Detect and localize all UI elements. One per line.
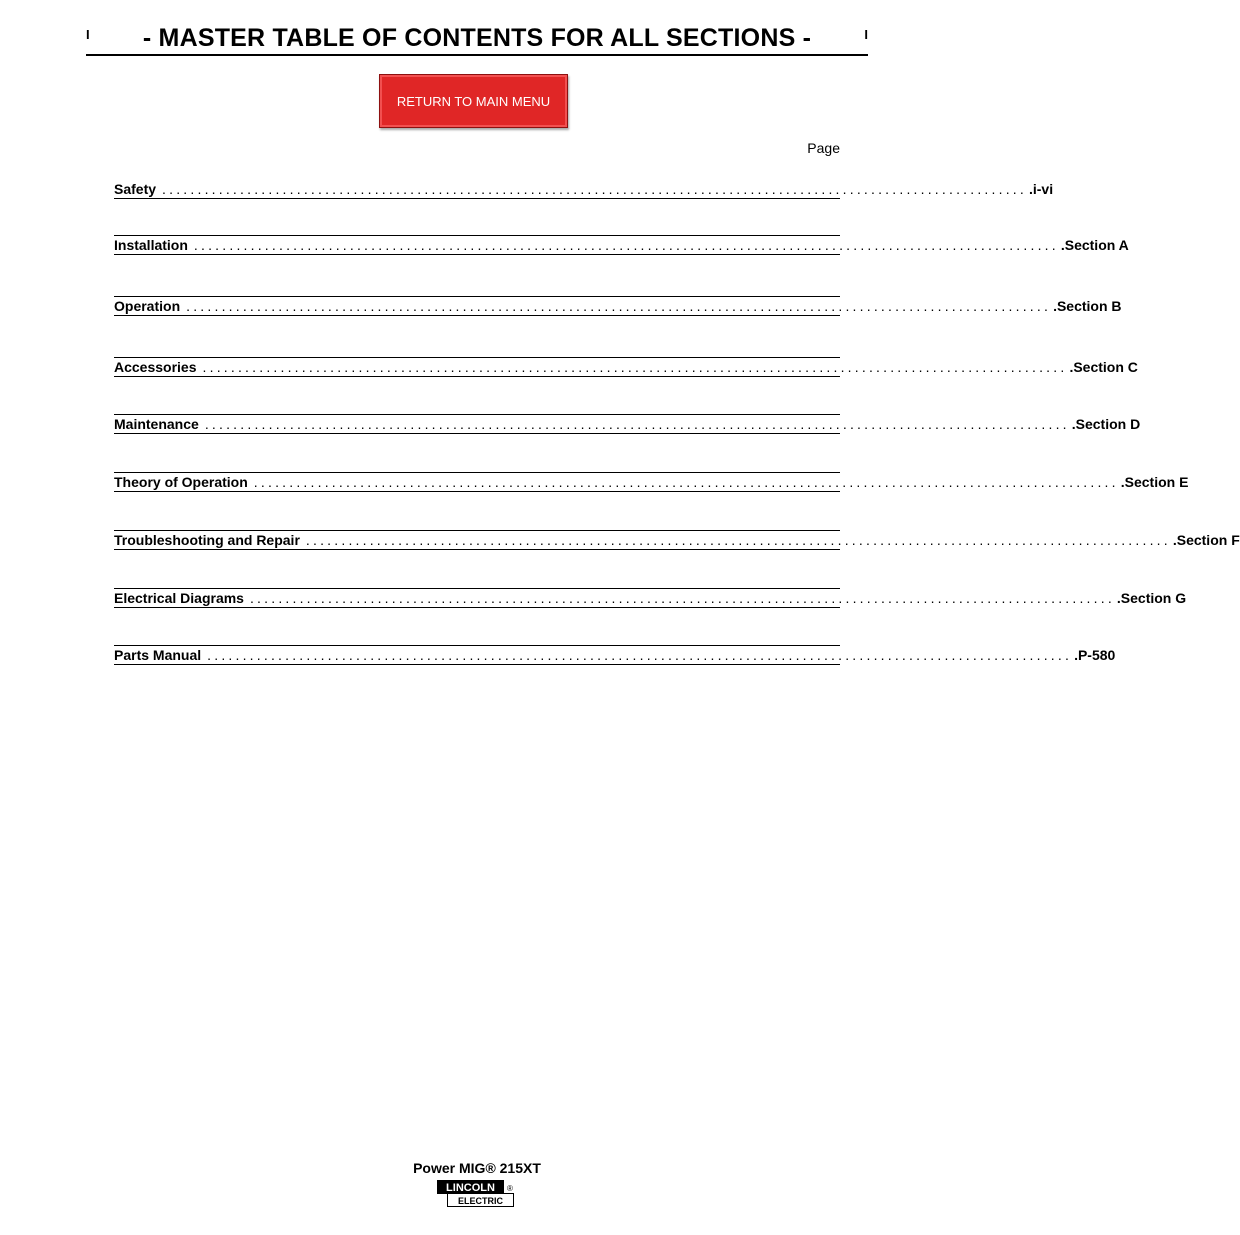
toc-label: Electrical Diagrams — [114, 590, 244, 606]
toc-label: Accessories — [114, 359, 197, 375]
toc-label: Installation — [114, 237, 188, 253]
dot-leader: .......................................................................................................................... — [253, 474, 1119, 490]
toc-page: .i-vi — [1028, 181, 1054, 197]
dot-leader: .......................................................................................................................... — [186, 298, 1052, 314]
toc-page: .Section G — [1116, 590, 1187, 606]
dot-leader: .......................................................................................................................... — [305, 532, 1171, 548]
toc-label: Theory of Operation — [114, 474, 248, 490]
toc-page: .Section C — [1069, 359, 1138, 375]
dot-leader: .......................................................................................................................... — [249, 590, 1115, 606]
page-mark-left: I — [86, 27, 90, 42]
toc-row-accessories[interactable] — [114, 357, 1138, 377]
page-title: - MASTER TABLE OF CONTENTS FOR ALL SECTIONS - — [142, 24, 812, 52]
toc-row-operation[interactable] — [114, 296, 1122, 316]
toc-page: .Section E — [1120, 474, 1189, 490]
logo-line-1: LINCOLN — [446, 1182, 495, 1194]
toc-page: .Section B — [1053, 298, 1122, 314]
return-to-main-menu-button[interactable]: RETURN TO MAIN MENU — [379, 74, 568, 128]
toc-page: .Section A — [1060, 237, 1129, 253]
toc-row-troubleshooting[interactable] — [114, 530, 1240, 550]
toc-row-theory-of-operation[interactable] — [114, 472, 1189, 492]
logo-line-2: ELECTRIC — [458, 1196, 503, 1206]
logo-registered-mark: ® — [507, 1184, 513, 1193]
dot-leader: .......................................................................................................................... — [162, 181, 1027, 197]
toc-label: Troubleshooting and Repair — [114, 532, 300, 548]
toc-row-parts-manual[interactable] — [114, 645, 1116, 665]
toc-label: Operation — [114, 298, 181, 314]
toc-label: Parts Manual — [114, 647, 202, 663]
page-mark-right: I — [864, 27, 868, 42]
lincoln-electric-logo — [437, 1180, 515, 1208]
toc-page: .Section D — [1071, 416, 1141, 432]
toc-label: Maintenance — [114, 416, 199, 432]
toc-label: Safety — [114, 181, 157, 197]
dot-leader: .......................................................................................................................... — [193, 237, 1059, 253]
toc-page: .Section F — [1172, 532, 1240, 548]
footer-model-name: Power MIG® 215XT — [413, 1160, 541, 1176]
dot-leader: .......................................................................................................................... — [202, 359, 1068, 375]
dot-leader: .......................................................................................................................... — [204, 416, 1070, 432]
toc-row-electrical-diagrams[interactable] — [114, 588, 1187, 608]
toc-page: .P-580 — [1074, 647, 1116, 663]
toc-row-safety[interactable] — [114, 179, 1054, 199]
toc-row-installation[interactable] — [114, 235, 1129, 255]
dot-leader: .......................................................................................................................... — [207, 647, 1073, 663]
page-header — [86, 22, 868, 56]
page-column-heading: Page — [807, 140, 840, 156]
toc-row-maintenance[interactable] — [114, 414, 1141, 434]
